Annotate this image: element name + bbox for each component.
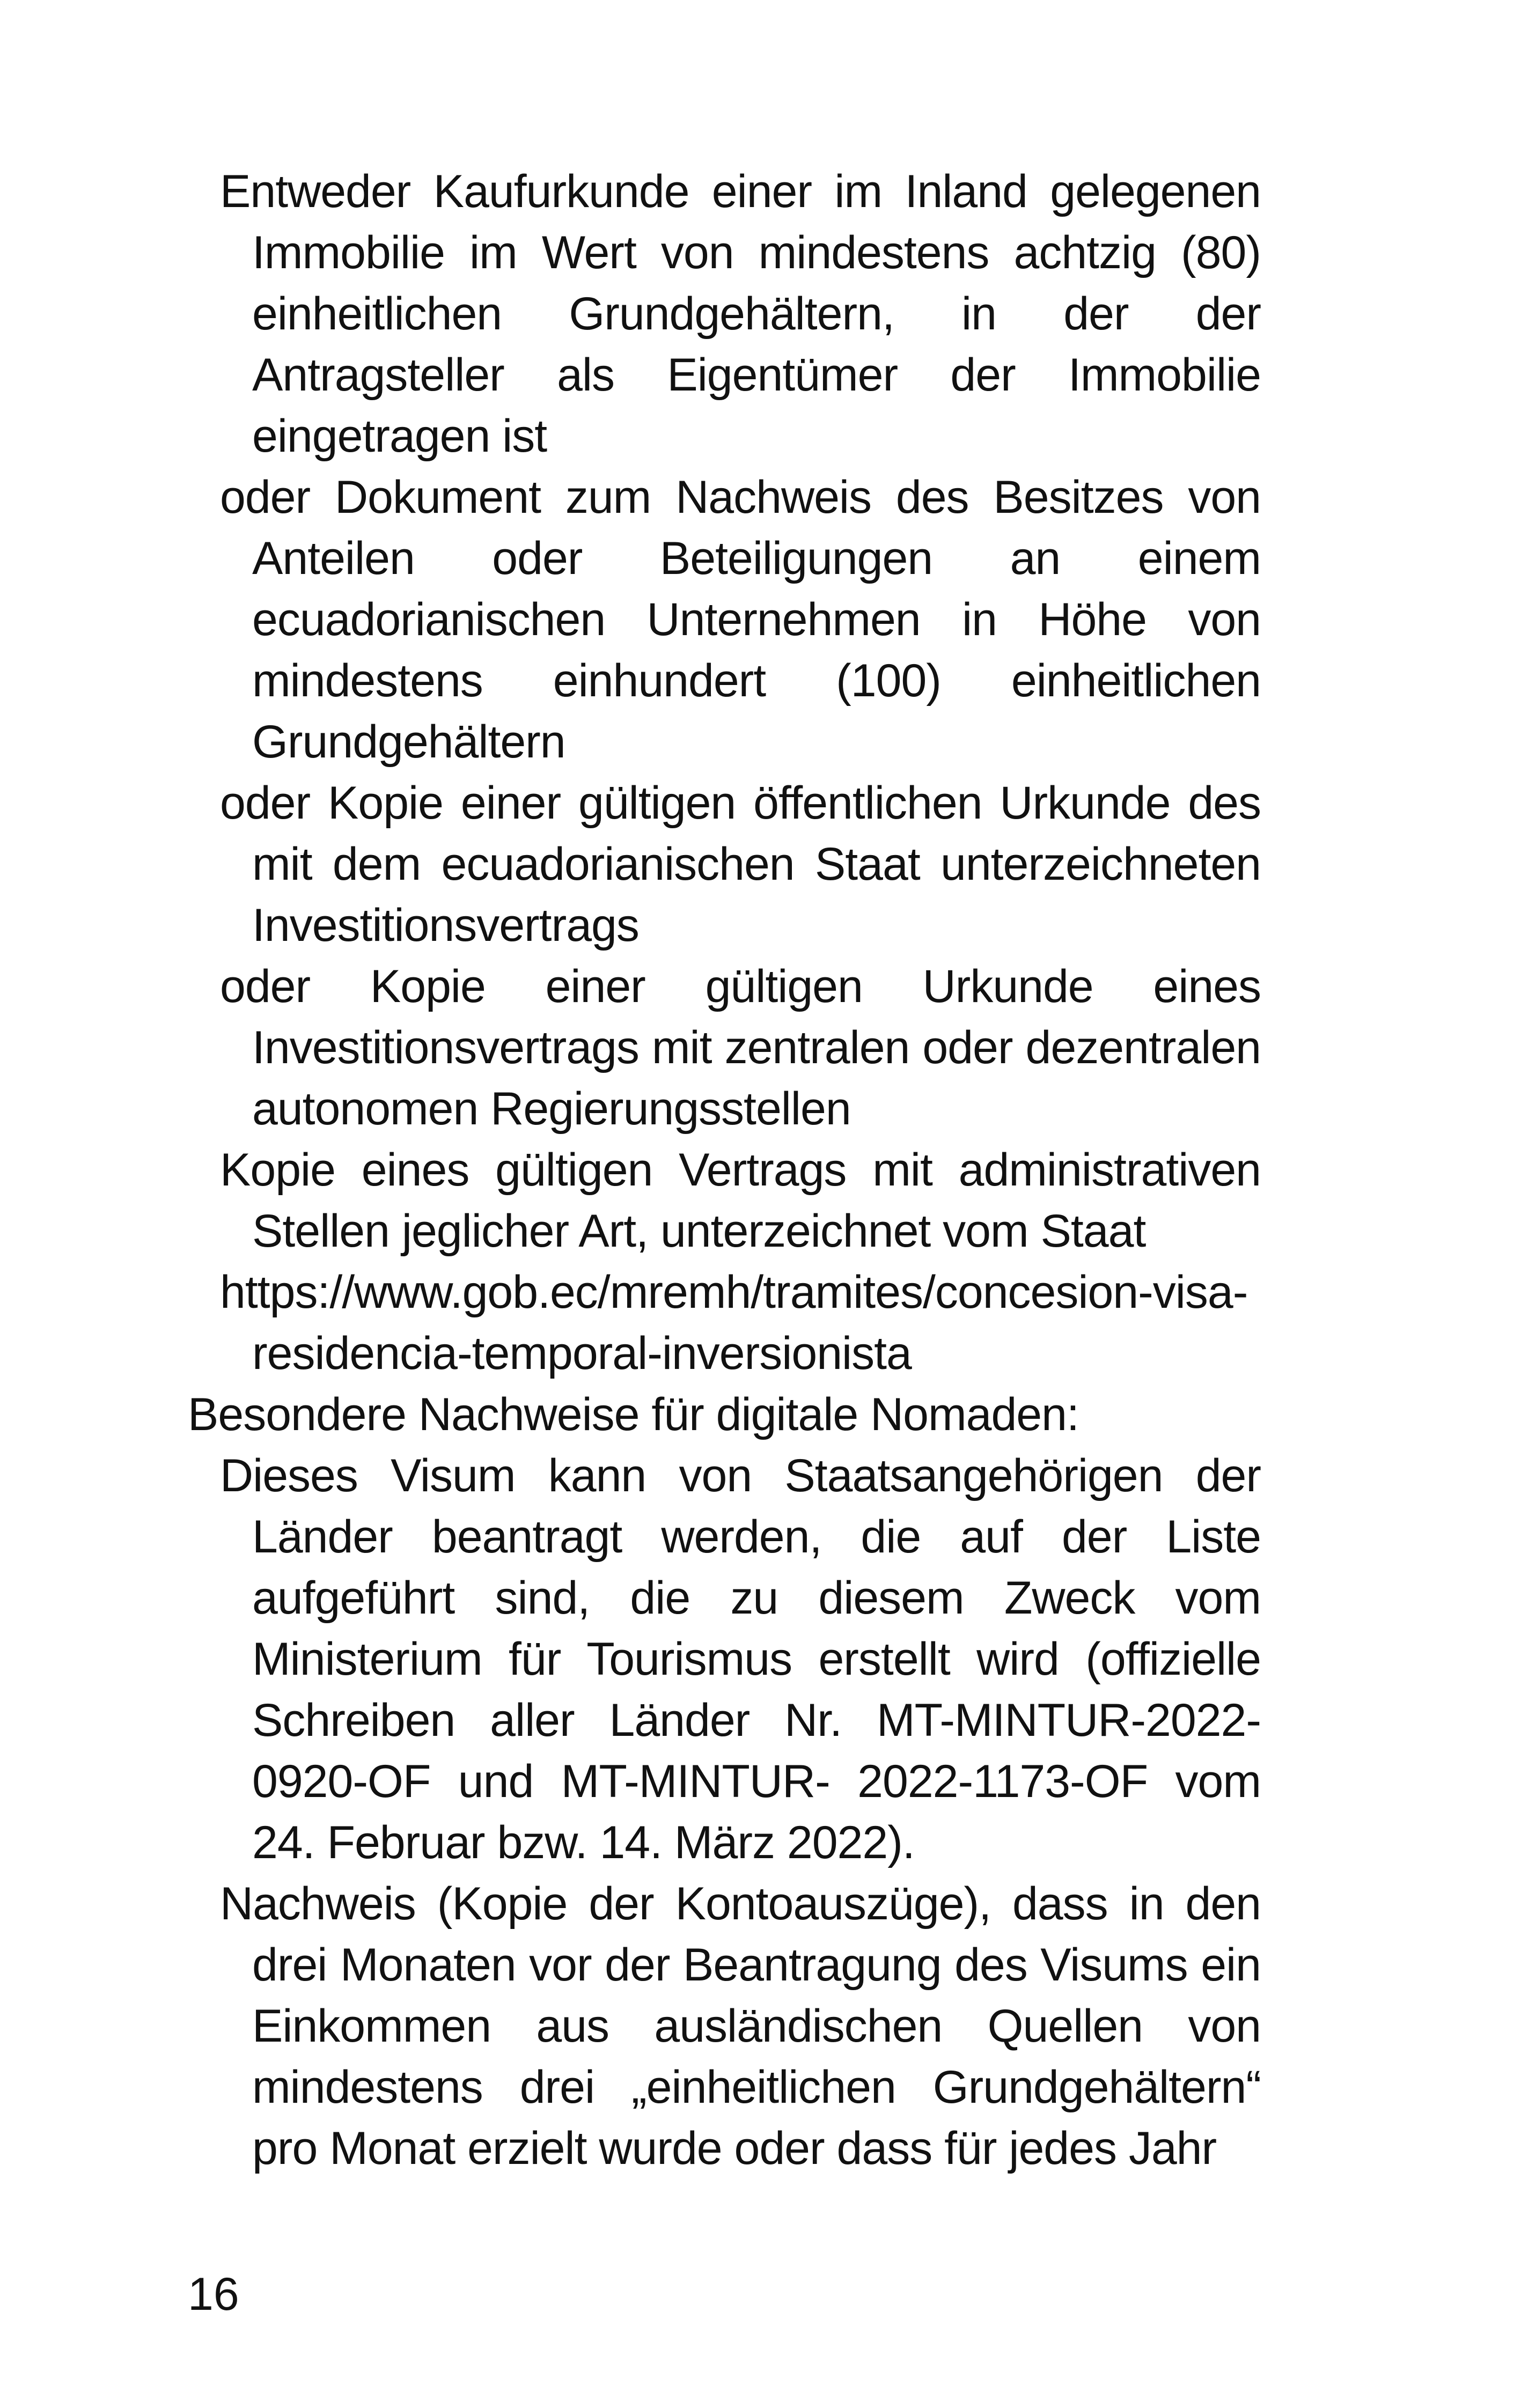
list-item: Nachweis (Kopie der Kontoauszüge), dass in den drei Monaten vor der Beantragung des Visums ein Einkommen aus ausländischen Quellen von mindestens drei „einheitlichen Grundgehältern“ pro Monat erzielt wurde oder dass für jedes Jahr [220, 1878, 1261, 2174]
url-text: https://www.gob.ec/mremh/tramites/concesion-visa-residencia-temporal-inversionista [220, 1266, 1248, 1379]
body-text [188, 161, 1261, 2179]
list-item: Entweder Kaufurkunde einer im Inland gelegenen Immobilie im Wert von mindestens achtzig (80) einheitlichen Grundgehältern, in der der Antragsteller als Eigentümer der Immobilie eingetragen ist [220, 166, 1261, 462]
page-number: 16 [188, 2269, 239, 2320]
list-item: oder Dokument zum Nachweis des Besitzes von Anteilen oder Beteiligungen an einem ecuadorianischen Unternehmen in Höhe von mindestens einhundert (100) einheitlichen Grundgehältern [220, 472, 1261, 768]
list-item: Kopie eines gültigen Vertrags mit administrativen Stellen jeglicher Art, unterzeichnet vom Staat [220, 1144, 1261, 1257]
list-item: oder Kopie einer gültigen öffentlichen Urkunde des mit dem ecuadorianischen Staat unterzeichneten Investitionsvertrags [220, 777, 1261, 951]
list-item: oder Kopie einer gültigen Urkunde eines Investitionsvertrags mit zentralen oder dezentralen autonomen Regierungsstellen [220, 961, 1261, 1135]
section-heading: Besondere Nachweise für digitale Nomaden: [188, 1389, 1079, 1440]
list-item: Dieses Visum kann von Staatsangehörigen der Länder beantragt werden, die auf der Liste aufgeführt sind, die zu diesem Zweck vom Ministerium für Tourismus erstellt wird (offizielle Schreiben aller Länder Nr. MT-MINTUR-2022-0920-OF und MT-MINTUR- 2022-1173-OF vom 24. Februar bzw. 14. März 2022). [220, 1450, 1261, 1868]
